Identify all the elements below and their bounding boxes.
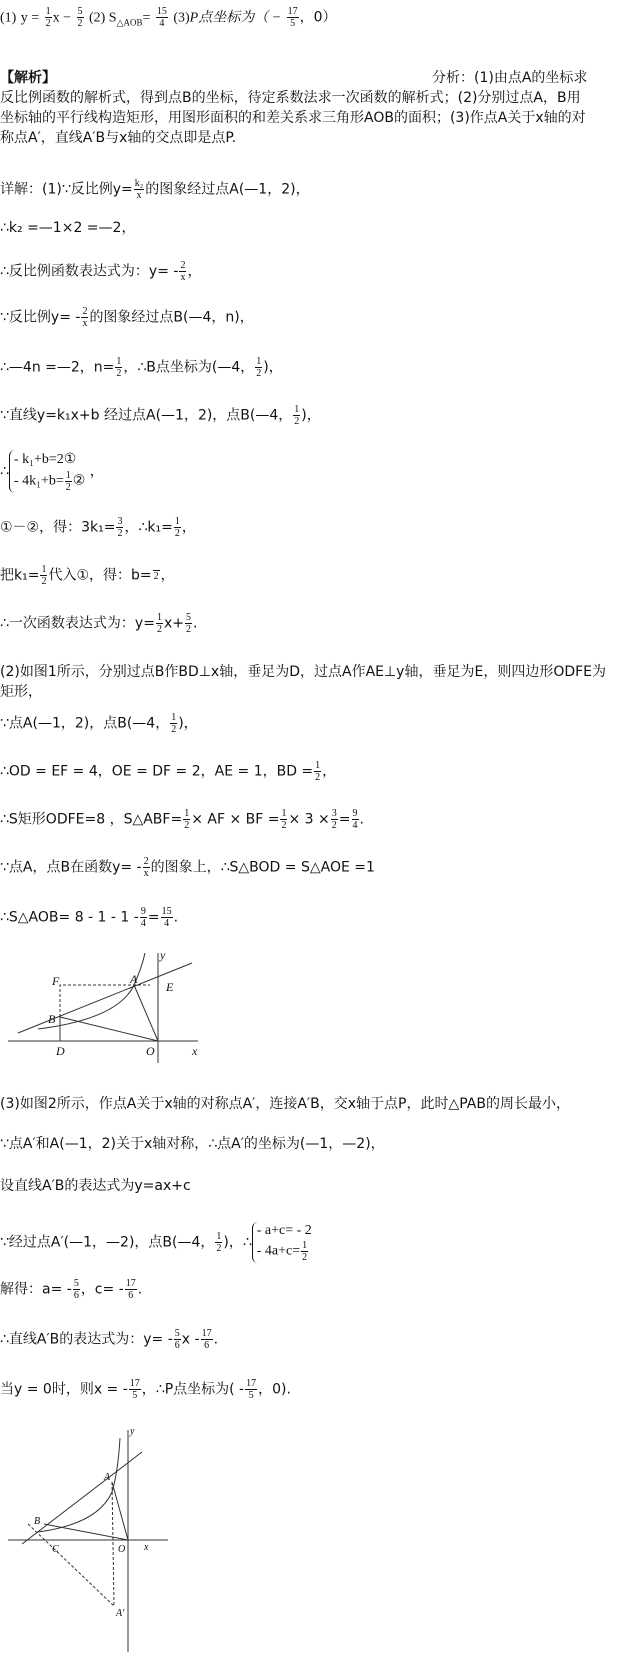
analysis-line-4: 称点A′，直线A′B与x轴的交点即是点P. [0, 130, 237, 146]
fraction: $\frac{17}{5}$ [287, 6, 298, 29]
hyperbola [38, 1438, 120, 1532]
e-label: E [166, 980, 174, 994]
y-label: y [130, 1426, 135, 1437]
line-ab [18, 963, 192, 1033]
answer-line: (1) y = $\frac{1}{2}$ x − $\frac{5}{2}$ (2) $S_{\triangle AOB}=$ $\frac{15}{4}$ (3)P点坐标为（ − $\frac{17}{5}$ ，0） [0, 6, 337, 29]
b-label: B [34, 1516, 41, 1527]
detail-line-9: ∴一次函数表达式为：y= $\frac{1}{2}$ x+ $\frac{5}{2}$ . [0, 612, 198, 635]
part3-line-6: ∴直线A′B的表达式为：y= - $\frac{5}{6}$ x - $\frac{17}{6}$ . [0, 1328, 219, 1351]
o-label: O [146, 1044, 155, 1058]
line-ao [134, 985, 158, 1041]
part3-line-4: ∵经过点A′(—1，—2)，点B(—4， $\frac{1}{2}$ )，∴- a+c= - 2 - 4a+c= $\frac{1}{2}$ [0, 1223, 312, 1263]
line-bo [44, 1524, 128, 1540]
line-aa2 [112, 1482, 114, 1606]
y-label: y [160, 948, 166, 962]
detail-line-3: ∴反比例函数表达式为：y= - $\frac{2}{x}$ ， [0, 260, 202, 283]
part3-line-2: ∵点A′和A(—1，2)关于x轴对称，∴点A′的坐标为(—1，—2)， [0, 1136, 385, 1152]
detail-line-10a: (2)如图1所示，分别过点B作BD⊥x轴，垂足为D，过点A作AE⊥y轴，垂足为E，则四边形ODFE为 [0, 664, 607, 680]
analysis-line-3: 坐标轴的平行线构造矩形，用图形面积的和差关系求三角形AOB的面积；(3)作点A关于x轴的对 [0, 110, 586, 126]
detail-line-13: ∴S矩形ODFE=8 ，S△ABF= $\frac{1}{2}$ × AF × BF = $\frac{1}{2}$ × 3 × $\frac{3}{2}$ = $\frac{9}{4}$ . [0, 808, 364, 831]
detail-line-10b: 矩形， [0, 684, 42, 700]
equation-system-1: ∴- k₁+b=2① - 4k₁+b= $\frac{1}{2}$ ② ， [0, 452, 104, 493]
detail-line-2: ∴k₂ =—1×2 =—2， [0, 220, 136, 236]
o-label: O [118, 1544, 126, 1555]
fraction: $\frac{5}{2}$ [77, 6, 83, 29]
detail-line-6: ∵直线y=k₁x+b 经过点A(—1，2)，点B(—4， $\frac{1}{2}$ )， [0, 404, 321, 427]
detail-line-5: ∴—4n =—2，n= $\frac{1}{2}$ ，∴B点坐标为(—4， $\frac{1}{2}$ )， [0, 356, 283, 379]
figure-2 [8, 1420, 188, 1660]
b-label: B [48, 1012, 56, 1026]
detail-line-4: ∵反比例y= - $\frac{2}{x}$ 的图象经过点B(—4，n)， [0, 306, 254, 329]
fraction: $\frac{1}{2}$ [45, 6, 51, 29]
c-label: C [52, 1544, 59, 1555]
part3-line-7: 当y = 0时，则x = - $\frac{17}{5}$ ，∴P点坐标为( - $\frac{17}{5}$ ，0). [0, 1378, 291, 1401]
a-label: A [104, 1472, 111, 1483]
x-label: x [144, 1542, 149, 1553]
part3-line-1: (3)如图2所示，作点A关于x轴的对称点A′，连接A′B，交x轴于点P，此时△PAB的周长最小， [0, 1096, 570, 1112]
detail-line-14: ∵点A，点B在函数y= - $\frac{2}{x}$ 的图象上，∴S△BOD = S△AOE =1 [0, 856, 375, 879]
part3-line-3: 设直线A′B的表达式为y=ax+c [0, 1178, 191, 1194]
a-label: A [130, 972, 138, 986]
detail-line-7: ①－②，得：3k₁= $\frac{3}{2}$ ，∴k₁= $\frac{1}{2}$ ， [0, 516, 196, 539]
fraction: $\frac{15}{4}$ [156, 6, 167, 29]
line-ab [22, 1452, 142, 1544]
detail-line-12: ∴OD = EF = 4，OE = DF = 2，AE = 1，BD = $\frac{1}{2}$ ， [0, 760, 337, 783]
d-label: D [56, 1044, 65, 1058]
f-label: F [52, 974, 60, 988]
detail-line-11: ∵点A(—1，2)，点B(—4， $\frac{1}{2}$ )， [0, 712, 198, 735]
line-ao [112, 1482, 128, 1540]
analysis-line-1: 分析：(1)由点A的坐标求 [432, 70, 588, 86]
analysis-line-2: 反比例函数的解析式，得到点B的坐标，待定系数法求一次函数的解析式；(2)分别过点A，B用 [0, 90, 581, 106]
a-prime-label: A′ [116, 1608, 125, 1619]
detail-line-15: ∴S△AOB= 8 - 1 - 1 - $\frac{9}{4}$ = $\frac{15}{4}$ . [0, 906, 179, 929]
detail-line-1: 详解：(1)∵反比例y= $\frac{\text{k₂}}{x}$ 的图象经过点A(—1，2)， [0, 178, 310, 201]
x-label: x [192, 1044, 198, 1058]
line-bo [60, 1017, 158, 1041]
line-ba2 [28, 1524, 114, 1606]
detail-line-8: 把k₁= $\frac{1}{2}$ 代入①，得：b= 2 ， [0, 564, 175, 587]
part3-line-5: 解得：a= - $\frac{5}{6}$ ，c= - $\frac{17}{6}$ . [0, 1278, 143, 1301]
figure-1 [8, 945, 208, 1065]
analysis-heading: 【解析】 [0, 70, 56, 86]
